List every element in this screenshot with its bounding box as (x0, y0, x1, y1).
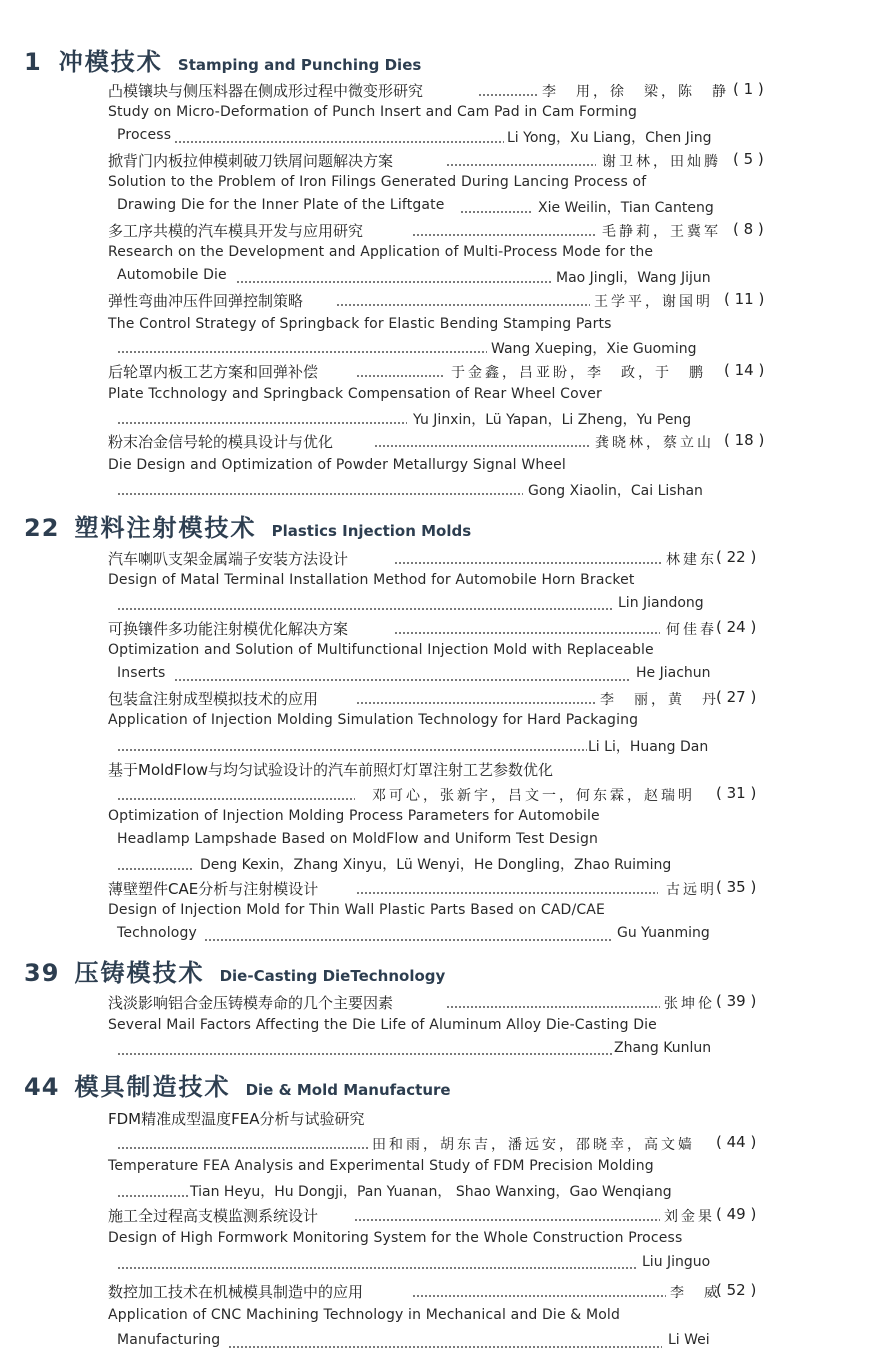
leader-dots (117, 493, 523, 495)
article-authors-en: Gu Yuanming (617, 925, 710, 941)
leader-dots (228, 1346, 662, 1348)
leader-dots (336, 304, 590, 306)
article-page[interactable]: ( 27 ) (716, 688, 757, 706)
article-title-en: Several Mail Factors Affecting the Die Life of Aluminum Alloy Die-Casting Die (108, 1017, 657, 1033)
article-title-en: Design of Injection Mold for Thin Wall Plastic Parts Based on CAD/CAE (108, 902, 605, 918)
article-title-en: Die Design and Optimization of Powder Metallurgy Signal Wheel (108, 457, 566, 473)
article-title-en: Optimization of Injection Molding Process Parameters for Automobile (108, 808, 600, 824)
leader-dots (374, 445, 590, 447)
article-authors-en: Mao Jingli，Wang Jijun (556, 270, 711, 286)
leader-dots (204, 939, 612, 941)
leader-dots (117, 1147, 369, 1149)
article-title-cn[interactable]: 汽车喇叭支架金属端子安装方法设计 (108, 550, 349, 568)
article-authors-en: He Jiachun (636, 665, 711, 681)
leader-dots (236, 281, 552, 283)
leader-dots (117, 1267, 637, 1269)
article-title-en: Plate Tcchnology and Springback Compensation of Rear Wheel Cover (108, 386, 602, 402)
section-number: 1 (24, 48, 42, 76)
article-authors-cn: 邓可心，张新宇，吕文一，何东霖，赵瑞明 (372, 788, 695, 804)
leader-dots (174, 141, 504, 143)
article-authors-cn: 林建东 (666, 552, 717, 568)
section-title-cn: 塑料注射模技术 (74, 514, 257, 542)
article-page[interactable]: ( 49 ) (716, 1205, 757, 1223)
section-title-cn: 冲模技术 (58, 48, 163, 76)
leader-dots (394, 632, 660, 634)
article-title-cn[interactable]: 凸模镶块与侧压料器在侧成形过程中微变形研究 (108, 82, 424, 100)
article-authors-cn: 刘金果 (664, 1209, 715, 1225)
article-page[interactable]: ( 11 ) (724, 290, 765, 308)
article-authors-cn: 李 丽，黄 丹 (600, 692, 719, 708)
article-authors-cn: 张坤伦 (664, 996, 715, 1012)
article-title-cn[interactable]: 薄壁塑件CAE分析与注射模设计 (108, 880, 319, 898)
section-heading-22 (24, 508, 471, 543)
article-page[interactable]: ( 22 ) (716, 548, 757, 566)
article-authors-en: Liu Jinguo (642, 1254, 711, 1270)
leader-dots (117, 1195, 189, 1197)
article-page[interactable]: ( 8 ) (733, 220, 764, 238)
article-title-cn[interactable]: 基于MoldFlow与均匀试验设计的汽车前照灯灯罩注射工艺参数优化 (108, 761, 554, 779)
section-title-en: Die-Casting DieTechnology (219, 967, 446, 985)
section-title-en: Stamping and Punching Dies (177, 56, 422, 74)
leader-dots (354, 1219, 660, 1221)
article-title-cn[interactable]: FDM精准成型温度FEA分析与试验研究 (108, 1110, 365, 1128)
article-authors-cn: 于金鑫，吕亚盼，李 政，于 鹏 (451, 365, 706, 381)
article-title-en: Headlamp Lampshade Based on MoldFlow and Uniform Test Design (117, 831, 599, 847)
leader-dots (117, 1053, 613, 1055)
article-authors-en: Lin Jiandong (618, 595, 704, 611)
article-authors-en: Gong Xiaolin，Cai Lishan (528, 483, 703, 499)
section-number: 22 (24, 514, 60, 542)
article-title-en: Optimization and Solution of Multifunctional Injection Mold with Replaceable (108, 642, 654, 658)
article-title-en: Study on Micro-Deformation of Punch Insert and Cam Pad in Cam Forming (108, 104, 638, 120)
leader-dots (446, 1006, 660, 1008)
leader-dots (356, 702, 596, 704)
article-title-cn[interactable]: 浅淡影响铝合金压铸模寿命的几个主要因素 (108, 994, 394, 1012)
article-page[interactable]: ( 24 ) (716, 618, 757, 636)
article-authors-cn: 李 威 (670, 1285, 721, 1301)
article-title-en: Automobile Die (117, 267, 227, 283)
leader-dots (117, 749, 587, 751)
section-heading-44 (24, 1067, 451, 1102)
article-authors-cn: 何佳春 (666, 622, 717, 638)
article-title-en: The Control Strategy of Springback for Elastic Bending Stamping Parts (108, 316, 612, 332)
article-authors-en: Li Yong，Xu Liang，Chen Jing (507, 130, 712, 146)
leader-dots (460, 211, 532, 213)
article-page[interactable]: ( 39 ) (716, 992, 757, 1010)
leader-dots (478, 94, 538, 96)
section-title-en: Die & Mold Manufacture (245, 1081, 451, 1099)
article-page[interactable]: ( 52 ) (716, 1281, 757, 1299)
article-authors-en: Yu Jinxin，Lü Yapan，Li Zheng，Yu Peng (413, 412, 692, 428)
leader-dots (117, 351, 487, 353)
section-heading-39 (24, 953, 445, 988)
article-title-en: Technology (117, 925, 197, 941)
section-number: 44 (24, 1073, 60, 1101)
article-title-en: Research on the Development and Application of Multi-Process Mode for the (108, 244, 654, 260)
article-title-en: Application of CNC Machining Technology in Mechanical and Die & Mold (108, 1307, 620, 1323)
article-title-cn[interactable]: 弹性弯曲冲压件回弹控制策略 (108, 292, 304, 310)
leader-dots (412, 234, 596, 236)
article-page[interactable]: ( 18 ) (724, 431, 765, 449)
article-title-en: Process (117, 127, 172, 143)
leader-dots (174, 679, 630, 681)
article-title-en: Inserts (117, 665, 166, 681)
section-title-cn: 压铸模技术 (74, 959, 205, 987)
article-title-cn[interactable]: 多工序共模的汽车模具开发与应用研究 (108, 222, 364, 240)
article-title-en: Design of Matal Terminal Installation Method for Automobile Horn Bracket (108, 572, 635, 588)
article-page[interactable]: ( 35 ) (716, 878, 757, 896)
article-title-cn[interactable]: 后轮罩内板工艺方案和回弹补偿 (108, 363, 319, 381)
leader-dots (446, 164, 596, 166)
leader-dots (117, 608, 613, 610)
article-authors-en: Tian Heyu，Hu Dongji，Pan Yuanan， Shao Wanxing，Gao Wenqiang (190, 1184, 672, 1200)
article-authors-en: Wang Xueping，Xie Guoming (491, 341, 697, 357)
leader-dots (117, 422, 407, 424)
article-authors-cn: 李 用，徐 梁，陈 静 (542, 84, 729, 100)
section-number: 39 (24, 959, 60, 987)
article-authors-en: Xie Weilin，Tian Canteng (538, 200, 714, 216)
article-authors-cn: 王学平，谢国明 (594, 294, 713, 310)
section-heading-1 (24, 42, 421, 77)
leader-dots (356, 375, 444, 377)
article-title-cn[interactable]: 掀背门内板拉伸模刺破刀铁屑问题解决方案 (108, 152, 394, 170)
leader-dots (394, 562, 662, 564)
article-authors-cn: 龚晓林，蔡立山 (595, 435, 714, 451)
article-title-en: Manufacturing (117, 1332, 221, 1348)
article-authors-cn: 古远明 (666, 882, 717, 898)
article-authors-en: Li Wei (668, 1332, 710, 1348)
article-page[interactable]: ( 44 ) (716, 1133, 757, 1151)
leader-dots (356, 892, 658, 894)
article-authors-cn: 田和雨，胡东吉，潘远安，邵晓幸，高文嫱 (372, 1137, 695, 1153)
article-title-cn[interactable]: 可换镶件多功能注射模优化解决方案 (108, 620, 349, 638)
article-page[interactable]: ( 31 ) (716, 784, 757, 802)
article-title-cn[interactable]: 施工全过程高支模监测系统设计 (108, 1207, 319, 1225)
article-title-cn[interactable]: 粉末冶金信号轮的模具设计与优化 (108, 433, 334, 451)
article-page[interactable]: ( 5 ) (733, 150, 764, 168)
article-authors-en: Zhang Kunlun (614, 1040, 712, 1056)
article-title-cn[interactable]: 数控加工技术在机械模具制造中的应用 (108, 1283, 364, 1301)
article-title-en: Solution to the Problem of Iron Filings Generated During Lancing Process of (108, 174, 647, 190)
article-authors-cn: 谢卫林，田灿腾 (602, 154, 721, 170)
article-title-cn[interactable]: 包装盒注射成型模拟技术的应用 (108, 690, 319, 708)
leader-dots (412, 1295, 666, 1297)
leader-dots (117, 868, 193, 870)
article-authors-en: Deng Kexin，Zhang Xinyu，Lü Wenyi，He Dongling，Zhao Ruiming (200, 857, 672, 873)
article-title-en: Drawing Die for the Inner Plate of the Liftgate (117, 197, 445, 213)
section-title-cn: 模具制造技术 (74, 1073, 231, 1101)
article-title-en: Design of High Formwork Monitoring System for the Whole Construction Process (108, 1230, 683, 1246)
article-title-en: Application of Injection Molding Simulation Technology for Hard Packaging (108, 712, 639, 728)
article-page[interactable]: ( 14 ) (724, 361, 765, 379)
section-title-en: Plastics Injection Molds (271, 522, 472, 540)
leader-dots (117, 798, 355, 800)
article-authors-cn: 毛静莉，王冀军 (602, 224, 721, 240)
article-authors-en: Li Li，Huang Dan (588, 739, 709, 755)
article-page[interactable]: ( 1 ) (733, 80, 764, 98)
article-title-en: Temperature FEA Analysis and Experimental Study of FDM Precision Molding (108, 1158, 654, 1174)
